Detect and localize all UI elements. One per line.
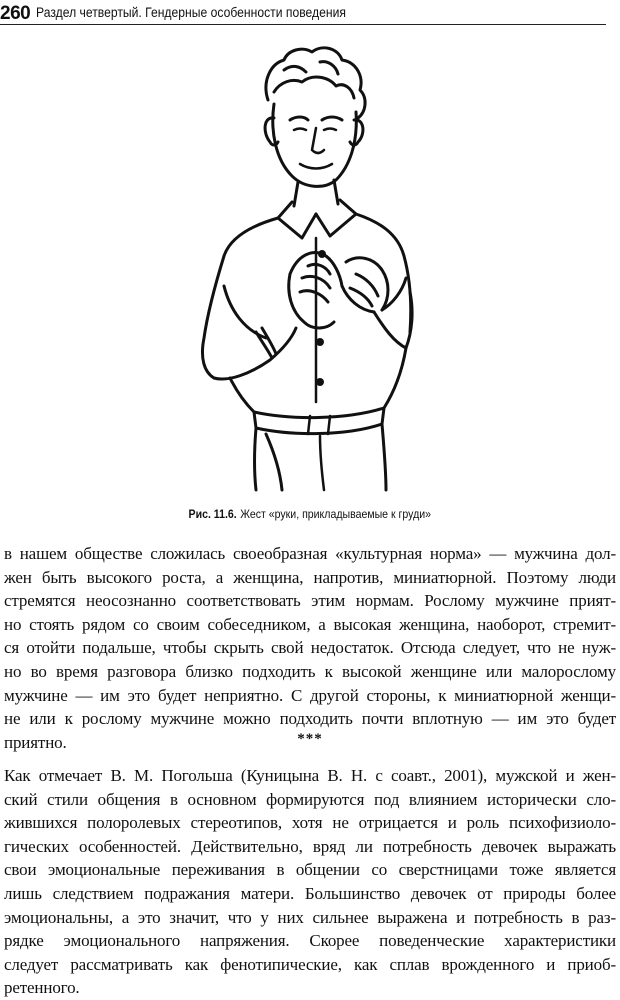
text-line: следует рассматривать как фенотипические, как сплав врожденного и приоб- (4, 954, 616, 974)
text-line: рядке эмоционального напряжения. Скорее поведенческие характеристики (4, 931, 616, 951)
paragraph-1 (4, 542, 616, 754)
figure-caption (0, 507, 620, 521)
running-head: Раздел четвертый. Гендерные особенности поведения (36, 5, 347, 20)
section-separator: *** (297, 731, 323, 747)
text-line: Как отмечает В. М. Погольша (Куницына В. Н. с соавт., 2001), мужской и жен- (4, 766, 616, 785)
page-number: 260 (0, 3, 31, 24)
text-line: мужчине — им это будет неприятно. С другой стороны, к миниатюрной женщи- (4, 685, 616, 705)
text-line: приятно. (4, 732, 67, 752)
text-line: но во время разговора близко подходить к высокой женщине или малорослому (4, 661, 616, 681)
caption-text: Жест «руки, прикладываемые к груди» (240, 507, 432, 521)
text-line: не или к рослому мужчине можно подходить почти вплотную — им это будет (4, 709, 616, 729)
caption-label: Рис. 11.6. (188, 507, 237, 521)
text-line: жившихся полоролевых стереотипов, хотя не отрицается и роль психофизиоло- (4, 813, 616, 833)
text-line: ся отойти подальше, чтобы скрыть свой недостаток. Отсюда следует, что не нуж- (4, 638, 616, 658)
text-line: свои эмоциональные переживания в общении со сверстницами тоже является (4, 860, 616, 880)
text-line: в нашем обществе сложилась своеобразная «культурная норма» — мужчина дол- (4, 544, 616, 563)
text-line: стремятся неосознанно соответствовать этим нормам. Рослому мужчине прият- (4, 591, 616, 611)
page-header (0, 0, 606, 25)
text-line: ретенного. (4, 978, 80, 998)
text-line: ский стили общения в основном формируются под влиянием исторически сло- (4, 789, 616, 809)
man-hands-on-chest-drawing (170, 42, 450, 494)
text-line: жен быть высокого роста, а женщина, напротив, миниатюрной. Поэтому люди (4, 567, 616, 587)
figure-illustration (170, 42, 450, 494)
text-line: лишь следствием подражания матери. Большинство девочек от природы более (4, 883, 616, 903)
paragraph-2 (4, 764, 616, 1000)
text-line: гических особенностей. Действительно, вряд ли потребность девочек выражать (4, 836, 616, 856)
text-line: эмоциональны, а это значит, что у них сильнее выражена и потребность в раз- (4, 907, 616, 927)
text-line: но стоять рядом со своим собеседником, а высокая женщина, наоборот, стремит- (4, 614, 616, 634)
